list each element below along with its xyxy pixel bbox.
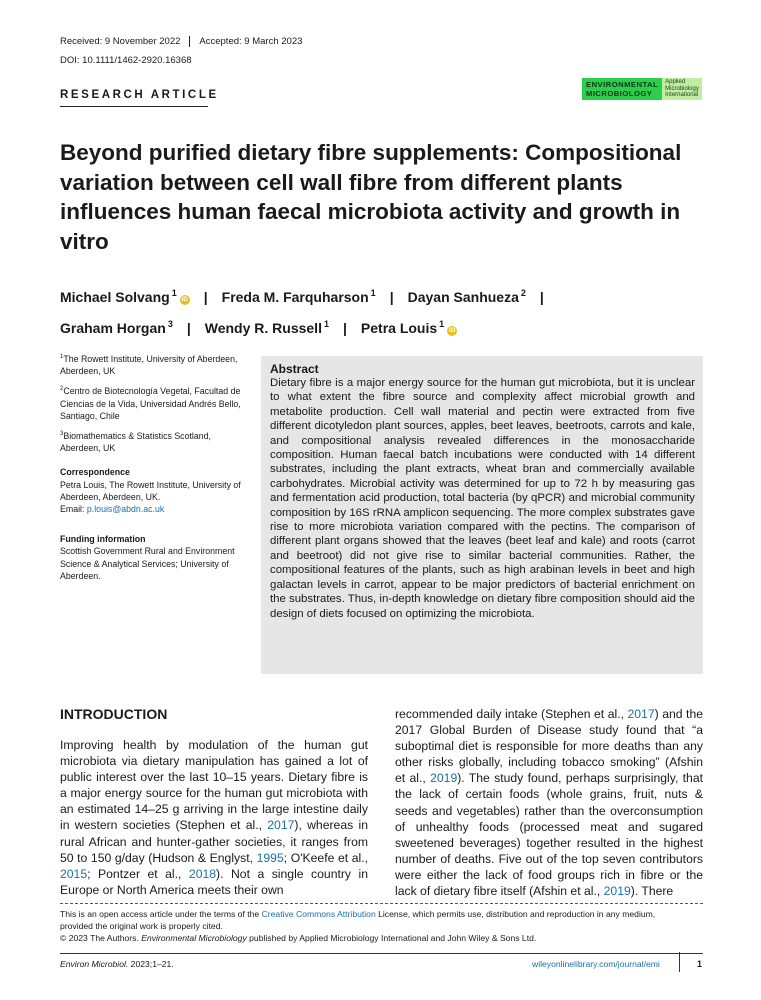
logo-society-line1: Applied — [665, 79, 686, 85]
citation-link[interactable]: 2019 — [430, 771, 458, 786]
abstract-text: Dietary fibre is a major energy source for the human gut microbiota, but it is unclear to what extent the fibre source and complexity affect microbial growth and metabolite production. Cell wall material and pectin were extracted from five different dicotyledon plant sources, apples, beet leaves, beetroots, carrots and kale, and compositional analysis revealed differences in the monosaccharide composition. Human faecal batch incubations were conducted with 14 different substrates, including the plant extracts, wheat bran and commercially available carbohydrates. Microbial activity was determined for up to 72 h by measuring gas and fermentation acid production, total bacteria (by qPCR) and microbial community composition by 16S rRNA amplicon sequencing. The more complex substrates gave rise to more microbiota variation compared with the pectins. The comparison of different plant organs showed that the leaves (beet leaf and kale) and roots (carrot and beetroot) did not give rise to similar bacterial communities. Rather, the compositional features of the plants, such as high arabinan levels in beet and high galactan levels in carrot, appear to be major predictors of bacterial enrichment on the substrates. Thus, in-depth knowledge on dietary fibre composition should aid the design of diets focused on optimizing the microbiota. — [270, 377, 695, 620]
author-separator: | — [342, 320, 347, 336]
author[interactable]: Petra Louis $^1$iD — [360, 319, 456, 336]
affiliation: $^1$The Rowett Institute, University of Aberdeen, Aberdeen, UK — [60, 354, 238, 377]
author[interactable]: Graham Horgan $^3$ — [60, 319, 173, 336]
author-separator: | — [186, 320, 191, 336]
footer-divider — [60, 953, 703, 954]
correspondence-heading: Correspondence — [60, 467, 130, 478]
affiliation: $^3$Biomathematics & Statistics Scotland, Aberdeen, UK — [60, 431, 211, 454]
author-separator: | — [203, 289, 208, 305]
journal-logo — [582, 78, 702, 100]
funding-text: Scottish Government Rural and Environment Science & Analytical Services; University of Aberdeen. — [60, 546, 235, 581]
license-footnote: This is an open access article under the terms of the Creative Commons Attribution License, which permits use, distribution and reproduction in any medium, provided the original work is properly cited. © 2023 The Authors. Environmental Microbiology published by Applied Microbiology International and John Wiley & Sons Ltd. — [60, 909, 656, 943]
citation-link[interactable]: 2017 — [627, 707, 655, 721]
abstract-heading: Abstract — [270, 362, 319, 376]
doi[interactable]: DOI: 10.1111/1462-2920.16368 — [60, 55, 192, 66]
author[interactable]: Michael Solvang $^1$iD — [60, 288, 188, 305]
logo-journal-line1: ENVIRONMENTAL — [586, 80, 659, 89]
orcid-icon[interactable]: iD — [448, 327, 456, 334]
author-separator: | — [539, 289, 544, 305]
logo-society-line2: Microbiology — [665, 85, 699, 92]
logo-journal-line2: MICROBIOLOGY — [586, 89, 653, 98]
author-separator: | — [389, 289, 394, 305]
article-type-underline — [60, 106, 208, 107]
abstract-box — [261, 356, 703, 674]
citation-link[interactable]: 2019 — [603, 884, 631, 899]
date-divider — [189, 36, 190, 47]
body-column-left: Improving health by modulation of the human gut microbiota via dietary manipulation has gained a lot of public interest over the last 10–15 years. Dietary fibre is a major energy source for the human gut microbiota with an estimated 14–25 g arriving in the large intestine daily in western societies (Stephen et al., 2017), whereas in rural African and hunter-gather societies, it ranges from 50 to 150 g/day (Hudson & Englyst, 1995; O'Keefe et al., 2015; Pontzer et al., 2018). Not a single country in Europe or North America meets their own — [60, 738, 368, 897]
author[interactable]: Freda M. Farquharson $^1$ — [221, 288, 376, 305]
citation-link[interactable]: 1995 — [256, 850, 284, 865]
author[interactable]: Wendy R. Russell $^1$ — [204, 319, 329, 336]
journal-url[interactable]: wileyonlinelibrary.com/journal/emi — [532, 959, 660, 969]
footnote-divider — [60, 903, 703, 904]
citation-link[interactable]: 2017 — [267, 818, 295, 833]
article-title: Beyond purified dietary fibre supplements: Compositional variation between cell wall fibre from different plants influences human faecal microbiota activity and growth in vitro — [60, 140, 682, 254]
article-sidebar — [60, 351, 250, 588]
funding-heading: Funding information — [60, 534, 146, 545]
article-dates — [60, 36, 302, 47]
received-date: Received: 9 November 2022 — [60, 36, 181, 47]
page-number: 1 — [697, 959, 703, 969]
article-type: RESEARCH ARTICLE — [60, 89, 219, 101]
accepted-date: Accepted: 9 March 2023 — [199, 36, 303, 47]
license-link[interactable]: Creative Commons Attribution — [261, 909, 376, 919]
affiliation: $^2$Centro de Biotecnología Vegetal, Facultad de Ciencias de la Vida, Universidad Andrés Bello, Santiago, Chile — [60, 386, 241, 421]
journal-citation: Environ Microbiol. 2023;1–21. — [60, 959, 174, 969]
section-heading: INTRODUCTION — [60, 706, 168, 722]
footer-separator — [679, 952, 680, 972]
orcid-icon[interactable]: iD — [181, 296, 188, 303]
correspondence-text: Petra Louis, The Rowett Institute, University of Aberdeen, Aberdeen, UK. Email: p.louis@abdn.ac.uk — [60, 479, 241, 515]
email-link[interactable]: p.louis@abdn.ac.uk — [86, 504, 165, 515]
logo-society-line3: International — [665, 92, 699, 98]
citation-link[interactable]: 2015 — [60, 866, 88, 881]
author-list — [60, 280, 700, 342]
body-column-right: recommended daily intake (Stephen et al., 2017) and the 2017 Global Burden of Disease study found that “a suboptimal diet is responsible for more deaths than any other risks globally, including tobacco smoking” (Afshin et al., 2019). The study found, perhaps surprisingly, that the lack of certain foods (whole grains, fruit, nuts & seeds and vegetables) rather than the overconsumption of unhealthy foods (processed meat and sugared sweetened beverages) together resulted in the highest number of deaths. Five out of the top seven contributors were either the lack of food groups rich in fibre or the lack of dietary fibre itself (Afshin et al., 2019). There — [395, 707, 703, 899]
citation-link[interactable]: 2018 — [188, 866, 217, 881]
author[interactable]: Dayan Sanhueza $^2$ — [407, 288, 526, 305]
